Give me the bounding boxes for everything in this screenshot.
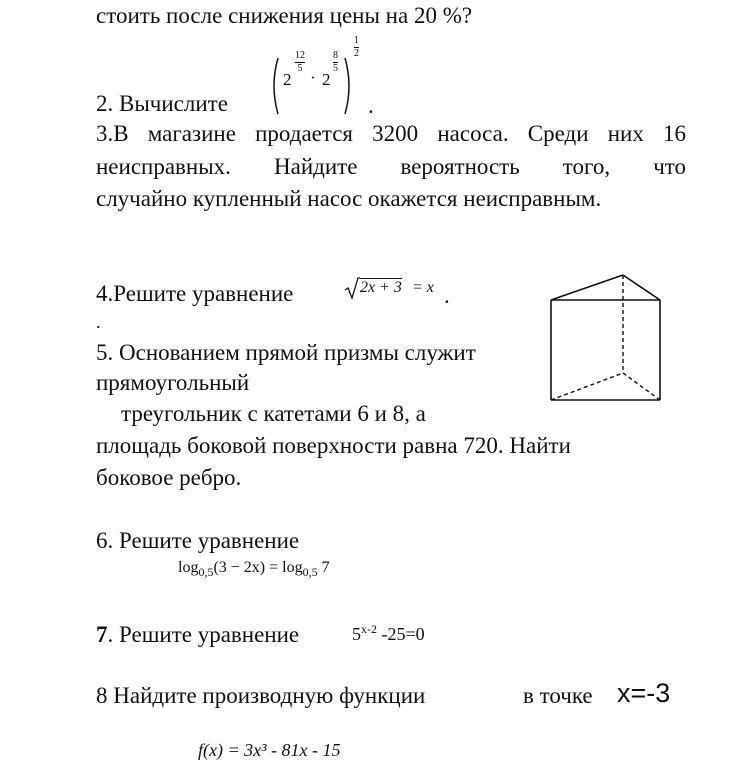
exp-fraction-2 [333,51,338,74]
question-5-line-1: 5. Основанием прямой призмы служит [96,340,476,365]
log-base-2: 0,5 [302,565,318,580]
word: что [653,154,687,179]
question-2-end: . [368,93,374,118]
question-8-label: 8 Найдите производную функции [96,683,426,708]
question-5-line-3: треугольник с катетами 6 и 8, а [121,401,426,426]
question-3-line-3: случайно купленный насос окажется неисправным. [96,186,602,211]
word: неисправных. [96,154,231,179]
outer-numerator: 1 [354,35,359,46]
question-5-line-5: боковое ребро. [96,465,242,490]
exp-power: x-2 [361,622,377,636]
exp2-denominator: 5 [333,63,338,74]
outer-denominator: 2 [354,48,359,59]
radicand: 2x + 3 [360,279,402,296]
question-1-tail: стоить после снижения цены на 20 %? [96,3,473,28]
word: того, [562,154,611,179]
top-edge-back-left [551,275,623,300]
question-8-point-label: в точке [523,683,593,708]
expr-base-2: 2 [322,70,331,89]
word: 3200 [372,121,419,146]
log-base-1: 0,5 [198,565,214,580]
equation-rhs: = x [412,279,434,296]
question-4-end: . [444,283,450,308]
question-2-expression [270,35,370,116]
outer-exp-fraction [354,36,359,59]
question-3-line-1 [96,120,686,148]
question-7-number: 7 [96,622,108,647]
expr-base-1: 2 [283,70,292,89]
log-2: log [282,559,303,576]
question-5-line-4: площадь боковой поверхности равна 720. Найти [96,433,571,458]
radical-sign-icon [344,276,360,300]
word: продается [255,121,353,146]
exp-fraction-1 [295,51,305,74]
exp-equation [352,622,425,645]
hidden-bottom-edge-left [551,373,623,400]
question-8-formula-cut: f(x) = 3x³ - 81x - 15 [198,740,341,760]
log-equation [178,559,330,580]
word: Найдите [274,154,358,179]
log-1: log [178,559,199,576]
word: 3.В [96,121,129,146]
log-arg-2: 7 [317,559,330,576]
word: магазине [147,121,236,146]
exp-rest: -25=0 [377,624,425,644]
top-edge-back-right [623,275,660,300]
exp1-denominator: 5 [297,63,303,74]
question-3-line-2 [96,153,686,181]
log-arg-1: (3 − 2x) = [213,559,283,576]
word: насоса. [437,121,509,146]
exp2-numerator: 8 [333,50,338,61]
word: 16 [663,121,686,146]
left-paren-icon [270,56,280,116]
question-5-line-2: прямоугольный [96,370,250,395]
question-7-label: . Решите уравнение [107,622,300,647]
right-paren-icon [343,56,353,116]
question-2-label: 2. Вычислите [96,91,228,116]
question-7-label-line [96,621,299,649]
question-4-label: 4.Решите уравнение [96,281,294,306]
prism-figure [548,270,668,405]
question-6-label: 6. Решите уравнение [96,528,300,553]
exp1-numerator: 12 [295,50,305,61]
multiply-dot: · [310,68,316,87]
stray-dot: . [96,312,101,332]
question-8-point-value: x=-3 [617,678,671,708]
exp-base: 5 [352,624,361,644]
word: них [607,121,644,146]
word: Среди [527,121,589,146]
word: вероятность [400,154,520,179]
hidden-bottom-edge-right [623,373,660,400]
